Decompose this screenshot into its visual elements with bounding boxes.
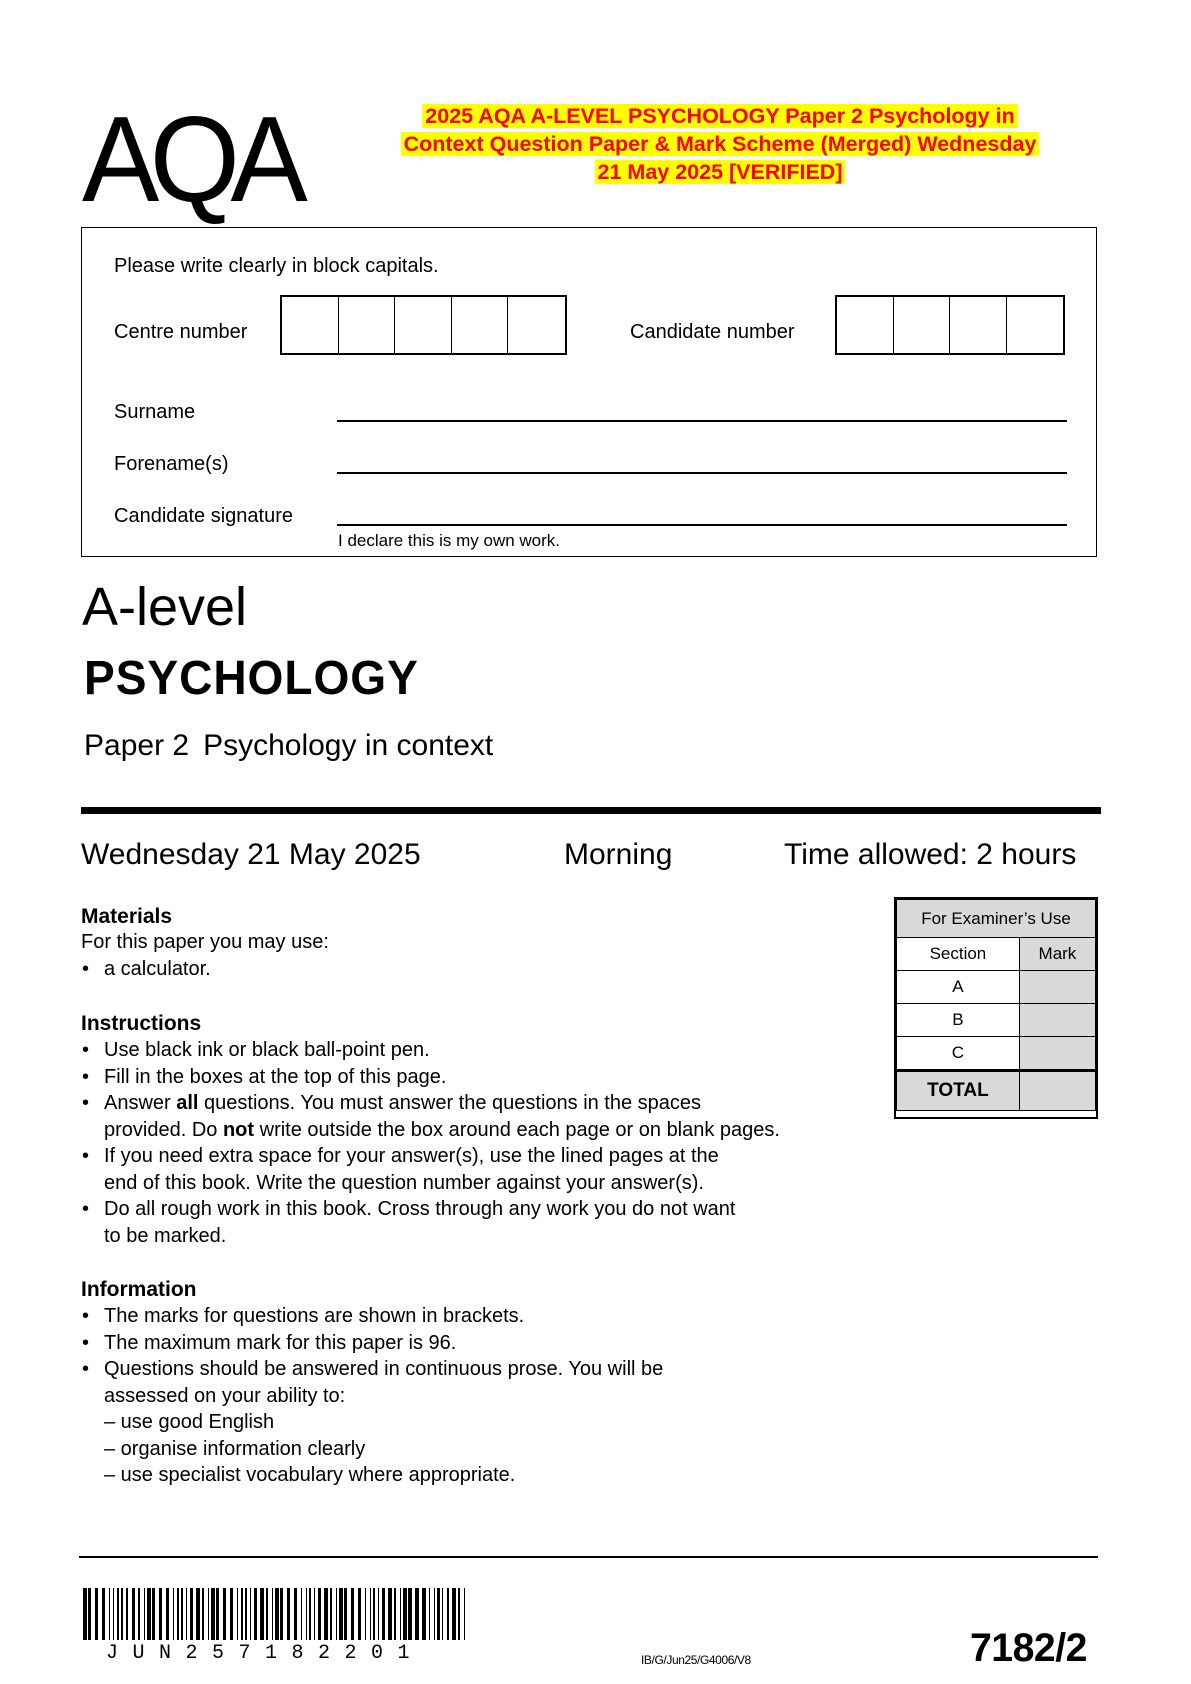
surname-field[interactable] (337, 420, 1067, 422)
block-capitals-instruction: Please write clearly in block capitals. (114, 255, 439, 277)
document-title-banner (350, 102, 1090, 186)
information-item (81, 1356, 881, 1409)
examiner-use-table (896, 899, 1096, 1111)
instruction-text: to be marked. (104, 1224, 227, 1247)
barcode-text: JUN257182201 (106, 1642, 425, 1665)
examiner-table-title: For Examiner’s Use (897, 900, 1096, 938)
materials-section (81, 929, 781, 982)
section-column-header: Section (897, 938, 1020, 971)
instruction-item (81, 1196, 881, 1249)
instruction-text: Use black ink or black ball-point pen. (104, 1039, 430, 1061)
instruction-text: Do all rough work in this book. Cross through any work you do not want (104, 1198, 736, 1220)
information-text: assessed on your ability to: (104, 1384, 346, 1407)
instruction-item (81, 1064, 881, 1091)
signature-field[interactable] (337, 524, 1067, 526)
instruction-text: If you need extra space for your answer(s), use the lined pages at the (104, 1145, 719, 1167)
candidate-number-digit-3[interactable] (950, 297, 1007, 353)
banner-line-1: 2025 AQA A-LEVEL PSYCHOLOGY Paper 2 Psychology in (422, 104, 1017, 128)
time-allowed: Time allowed: 2 hours (784, 838, 1077, 871)
paper-name: Psychology in context (203, 729, 494, 762)
information-item: • The marks for questions are shown in brackets. (81, 1303, 881, 1330)
banner-line-3: 21 May 2025 [VERIFIED] (595, 160, 846, 184)
specification-code: 7182/2 (970, 1626, 1087, 1670)
information-section (81, 1303, 881, 1489)
total-label: TOTAL (897, 1071, 1020, 1111)
candidate-number-input[interactable] (835, 295, 1065, 355)
materials-intro: For this paper you may use: (81, 931, 329, 953)
centre-number-label: Centre number (114, 321, 248, 343)
exam-session: Morning (564, 838, 673, 871)
candidate-number-digit-1[interactable] (837, 297, 894, 353)
banner-line-2: Context Question Paper & Mark Scheme (Merged) Wednesday (401, 132, 1040, 156)
subject-title: PSYCHOLOGY (84, 652, 419, 705)
centre-number-digit-1[interactable] (282, 297, 339, 353)
instructions-section (81, 1037, 881, 1249)
exam-date: Wednesday 21 May 2025 (81, 838, 421, 871)
candidate-number-label: Candidate number (630, 321, 795, 343)
instruction-text: questions. You must answer the questions in the spaces (198, 1092, 702, 1114)
section-label-b: B (897, 1004, 1020, 1037)
mark-cell-a (1019, 971, 1095, 1004)
instruction-text: Answer (104, 1092, 177, 1114)
instruction-emphasis: all (176, 1092, 199, 1114)
footer-divider (79, 1556, 1098, 1558)
barcode-icon (83, 1588, 469, 1640)
instruction-item (81, 1037, 881, 1064)
mark-cell-b (1019, 1004, 1095, 1037)
instruction-text: end of this book. Write the question number against your answer(s). (104, 1171, 704, 1194)
information-text: Questions should be answered in continuous prose. You will be (104, 1358, 664, 1380)
surname-label: Surname (114, 401, 196, 423)
paper-title (84, 731, 493, 761)
section-label-a: A (897, 971, 1020, 1004)
signature-label: Candidate signature (114, 505, 294, 527)
assessment-criterion: – organise information clearly (104, 1437, 366, 1460)
assessment-criterion: – use good English (104, 1411, 275, 1433)
instructions-heading: Instructions (81, 1012, 202, 1035)
centre-number-digit-4[interactable] (452, 297, 509, 353)
centre-number-digit-5[interactable] (508, 297, 565, 353)
total-mark-cell (1019, 1071, 1095, 1111)
instruction-text: Fill in the boxes at the top of this page. (104, 1065, 447, 1088)
materials-heading: Materials (81, 905, 173, 928)
information-item: • The maximum mark for this paper is 96. (81, 1330, 881, 1357)
information-heading: Information (81, 1278, 197, 1301)
assessment-criterion: – use specialist vocabulary where appropriate. (104, 1464, 516, 1486)
section-label-c: C (897, 1037, 1020, 1071)
paper-number: Paper 2 (84, 729, 190, 762)
section-divider (81, 807, 1101, 814)
aqa-logo (82, 91, 299, 227)
instruction-text: write outside the box around each page or on blank pages. (254, 1118, 780, 1141)
forenames-field[interactable] (337, 472, 1067, 474)
instruction-emphasis: not (222, 1118, 255, 1141)
instruction-text: provided. Do (104, 1118, 223, 1141)
document-reference: IB/G/Jun25/G4006/V8 (641, 1653, 751, 1667)
centre-number-digit-3[interactable] (395, 297, 452, 353)
instruction-item (81, 1143, 881, 1196)
centre-number-digit-2[interactable] (339, 297, 396, 353)
centre-number-input[interactable] (280, 295, 567, 355)
instruction-item (81, 1090, 881, 1143)
forenames-label: Forename(s) (114, 453, 229, 475)
candidate-number-digit-2[interactable] (894, 297, 951, 353)
materials-item: • a calculator. (81, 956, 781, 983)
logo-text: AQA (82, 91, 299, 227)
mark-cell-c (1019, 1037, 1095, 1071)
mark-column-header: Mark (1019, 938, 1095, 971)
candidate-number-digit-4[interactable] (1007, 297, 1064, 353)
declaration-text: I declare this is my own work. (338, 531, 561, 550)
qualification-level: A-level (82, 577, 248, 637)
